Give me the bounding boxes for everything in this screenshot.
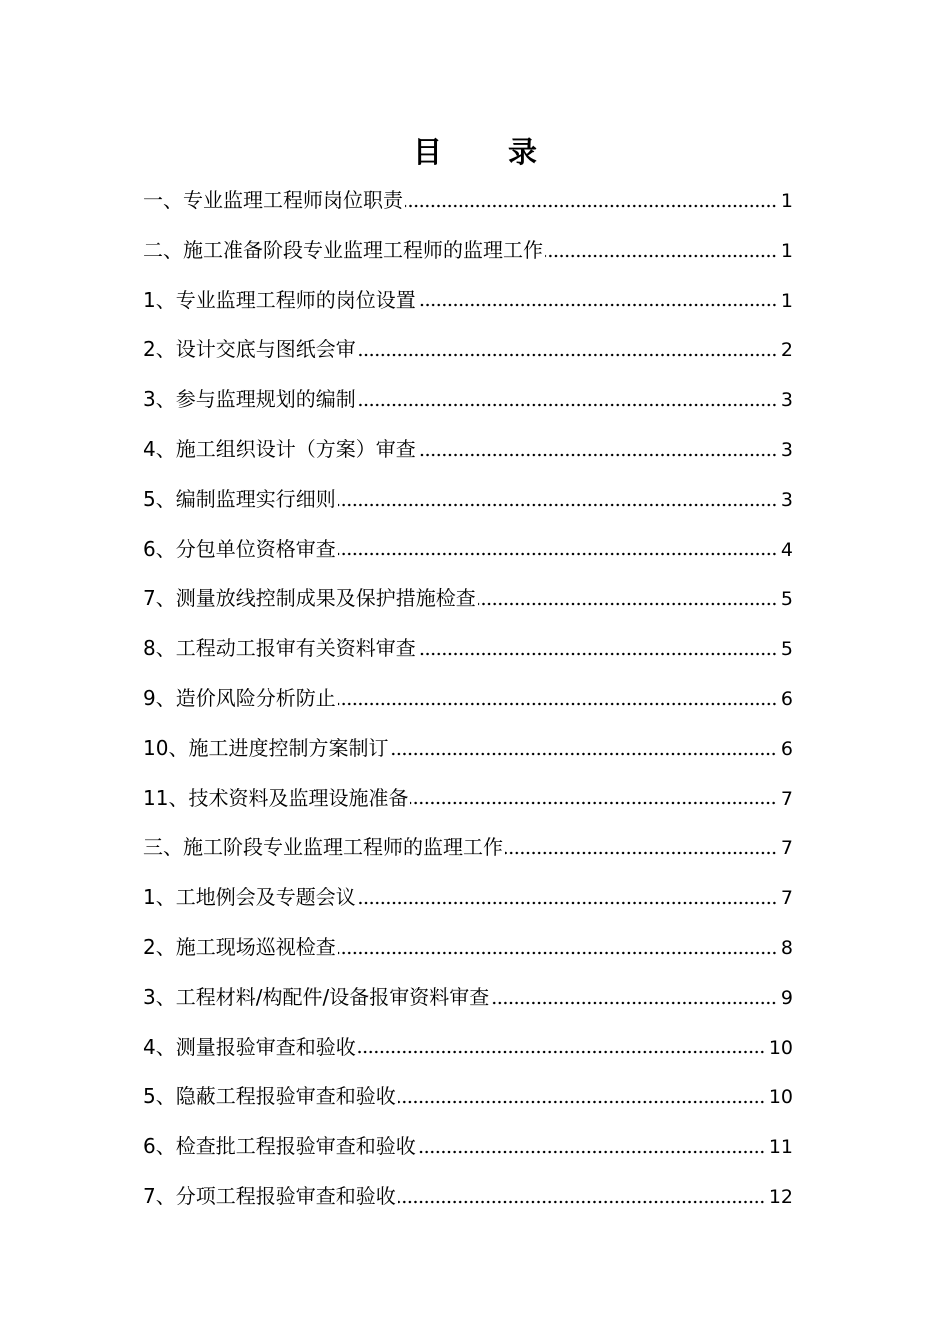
toc-entry[interactable] bbox=[143, 1076, 793, 1126]
toc-entry[interactable] bbox=[143, 329, 793, 379]
toc-entry-label[interactable]: 11、技术资料及监理设施准备 bbox=[143, 785, 409, 810]
toc-title: 目 录 bbox=[412, 135, 566, 169]
toc-page-number: 12 bbox=[768, 1185, 793, 1208]
toc-page-number: 1 bbox=[780, 239, 793, 262]
toc-entry[interactable] bbox=[143, 1176, 793, 1226]
toc-entry-label[interactable]: 7、分项工程报验审查和验收 bbox=[143, 1183, 396, 1208]
toc-entry-label[interactable]: 8、工程动工报审有关资料审查 bbox=[143, 636, 416, 661]
toc-entry-label[interactable]: 6、分包单位资格审查 bbox=[143, 536, 336, 561]
toc-entry-label[interactable]: 2、施工现场巡视检查 bbox=[143, 934, 336, 959]
toc-page-number: 1 bbox=[780, 289, 793, 312]
toc-page-number: 2 bbox=[780, 339, 793, 362]
toc-entry-label[interactable]: 9、造价风险分析防止 bbox=[143, 685, 336, 710]
dot-leader bbox=[358, 353, 777, 357]
toc-page-number: 11 bbox=[768, 1136, 793, 1159]
dot-leader bbox=[358, 901, 777, 905]
dot-leader bbox=[405, 204, 777, 208]
dot-leader bbox=[418, 652, 777, 656]
toc-page-number: 6 bbox=[780, 737, 793, 760]
toc-page-number: 3 bbox=[780, 488, 793, 511]
dot-leader bbox=[358, 403, 777, 407]
toc-page-number: 6 bbox=[780, 687, 793, 710]
toc-page-number: 5 bbox=[780, 588, 793, 611]
toc-page-number: 9 bbox=[780, 986, 793, 1009]
toc-entry[interactable] bbox=[143, 180, 793, 230]
dot-leader bbox=[505, 851, 777, 855]
dot-leader bbox=[338, 503, 777, 507]
toc-entry[interactable] bbox=[143, 827, 793, 877]
toc-entry-label[interactable]: 3、参与监理规划的编制 bbox=[143, 387, 356, 412]
dot-leader bbox=[398, 1100, 765, 1104]
toc-entry[interactable] bbox=[143, 1126, 793, 1176]
table-of-contents bbox=[143, 180, 793, 1226]
dot-leader bbox=[338, 702, 777, 706]
toc-entry[interactable] bbox=[143, 230, 793, 280]
dot-leader bbox=[545, 254, 777, 258]
dot-leader bbox=[338, 951, 777, 955]
toc-entry-label[interactable]: 6、检查批工程报验审查和验收 bbox=[143, 1134, 416, 1159]
toc-entry-label[interactable]: 4、施工组织设计（方案）审查 bbox=[143, 436, 416, 461]
toc-page-number: 4 bbox=[780, 538, 793, 561]
toc-entry[interactable] bbox=[143, 927, 793, 977]
toc-entry[interactable] bbox=[143, 1027, 793, 1077]
dot-leader bbox=[418, 303, 777, 307]
toc-entry-label[interactable]: 1、专业监理工程师的岗位设置 bbox=[143, 287, 416, 312]
toc-entry[interactable] bbox=[143, 479, 793, 529]
toc-page-number: 3 bbox=[780, 389, 793, 412]
dot-leader bbox=[338, 552, 777, 556]
dot-leader bbox=[398, 1200, 765, 1204]
toc-entry-label[interactable]: 二、施工准备阶段专业监理工程师的监理工作 bbox=[143, 237, 543, 262]
toc-entry[interactable] bbox=[143, 578, 793, 628]
toc-page-number: 10 bbox=[768, 1036, 793, 1059]
dot-leader bbox=[358, 1050, 765, 1054]
toc-page-number: 7 bbox=[780, 837, 793, 860]
toc-entry-label[interactable]: 7、测量放线控制成果及保护措施检查 bbox=[143, 586, 476, 611]
toc-entry[interactable] bbox=[143, 429, 793, 479]
toc-entry[interactable] bbox=[143, 628, 793, 678]
toc-entry[interactable] bbox=[143, 280, 793, 330]
dot-leader bbox=[478, 602, 777, 606]
dot-leader bbox=[390, 752, 776, 756]
toc-entry-label[interactable]: 5、隐蔽工程报验审查和验收 bbox=[143, 1084, 396, 1109]
toc-page-number: 10 bbox=[768, 1086, 793, 1109]
toc-page-number: 1 bbox=[780, 190, 793, 212]
toc-page-number: 3 bbox=[780, 438, 793, 461]
toc-entry[interactable] bbox=[143, 728, 793, 778]
dot-leader bbox=[418, 453, 777, 457]
toc-page-number: 7 bbox=[780, 787, 793, 810]
toc-entry[interactable] bbox=[143, 977, 793, 1027]
dot-leader bbox=[418, 1150, 765, 1154]
toc-entry[interactable] bbox=[143, 529, 793, 579]
toc-entry-label[interactable]: 5、编制监理实行细则 bbox=[143, 486, 336, 511]
toc-entry[interactable] bbox=[143, 877, 793, 927]
dot-leader bbox=[410, 801, 776, 805]
toc-entry-label[interactable]: 1、工地例会及专题会议 bbox=[143, 885, 356, 910]
toc-entry-label[interactable]: 10、施工进度控制方案制订 bbox=[143, 735, 389, 760]
toc-page-number: 7 bbox=[780, 887, 793, 910]
toc-page-number: 5 bbox=[780, 638, 793, 661]
toc-page-number: 8 bbox=[780, 936, 793, 959]
toc-entry-label[interactable]: 2、设计交底与图纸会审 bbox=[143, 337, 356, 362]
toc-entry[interactable] bbox=[143, 778, 793, 828]
toc-entry-label[interactable]: 3、工程材料/构配件/设备报审资料审查 bbox=[143, 984, 490, 1009]
toc-entry[interactable] bbox=[143, 678, 793, 728]
dot-leader bbox=[491, 1001, 777, 1005]
toc-entry-label[interactable]: 三、施工阶段专业监理工程师的监理工作 bbox=[143, 835, 503, 860]
toc-entry-label[interactable]: 一、专业监理工程师岗位职责 bbox=[143, 188, 403, 212]
toc-entry-label[interactable]: 4、测量报验审查和验收 bbox=[143, 1034, 356, 1059]
toc-entry[interactable] bbox=[143, 379, 793, 429]
